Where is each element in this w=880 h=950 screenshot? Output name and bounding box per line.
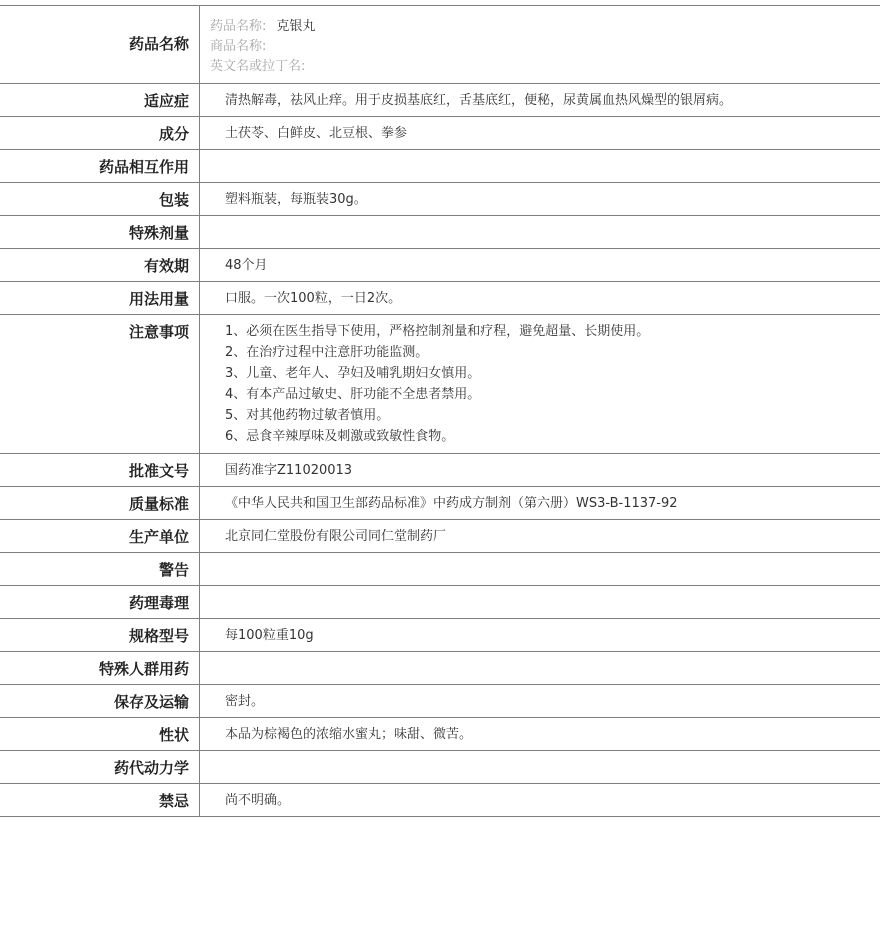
storage-value: 密封。: [225, 694, 265, 709]
precaution-item: 5、对其他药物过敏者慎用。: [225, 408, 390, 423]
usage-row: [0, 282, 880, 315]
toxicology-row: [0, 586, 880, 619]
precautions-list: [200, 315, 880, 453]
approval-row: [0, 454, 880, 487]
drug-spec-table: [0, 5, 880, 817]
storage-row: [0, 685, 880, 718]
precautions-row: [0, 315, 880, 454]
special-dosage-label: 特殊剂量: [0, 216, 200, 248]
manufacturer-row: [0, 520, 880, 553]
special-population-row: [0, 652, 880, 685]
trade-name-key: 商品名称:: [210, 39, 267, 54]
warning-value: [200, 553, 880, 585]
indications-value: 清热解毒，祛风止痒。用于皮损基底红，舌基底红，便秘，尿黄属血热风燥型的银屑病。: [225, 93, 733, 108]
ingredients-value: 土茯苓、白鲜皮、北豆根、拳参: [225, 126, 408, 141]
approval-value: 国药准字Z11020013: [225, 463, 353, 478]
indications-label: 适应症: [0, 84, 200, 116]
precaution-item: 3、儿童、老年人、孕妇及哺乳期妇女慎用。: [225, 366, 481, 381]
drug-name-label: 药品名称: [0, 6, 200, 83]
generic-name-line: [210, 17, 870, 37]
storage-label: 保存及运输: [0, 685, 200, 717]
special-population-label: 特殊人群用药: [0, 652, 200, 684]
precaution-item: 4、有本产品过敏史、肝功能不全患者禁用。: [225, 387, 481, 402]
generic-name-value: 克银丸: [276, 19, 316, 34]
warning-row: [0, 553, 880, 586]
toxicology-value: [200, 586, 880, 618]
generic-name-key: 药品名称:: [210, 19, 267, 34]
contraindications-row: [0, 784, 880, 817]
shelf-life-label: 有效期: [0, 249, 200, 281]
quality-standard-value: 《中华人民共和国卫生部药品标准》中药成方制剂（第六册）WS3-B-1137-92: [225, 496, 678, 511]
pharmacokinetics-row: [0, 751, 880, 784]
package-value: 塑料瓶装，每瓶装30g。: [225, 192, 367, 207]
specification-label: 规格型号: [0, 619, 200, 651]
quality-standard-row: [0, 487, 880, 520]
indications-row: [0, 84, 880, 117]
special-dosage-value: [200, 216, 880, 248]
package-row: [0, 183, 880, 216]
specification-value: 每100粒重10g: [225, 628, 314, 643]
package-label: 包装: [0, 183, 200, 215]
appearance-label: 性状: [0, 718, 200, 750]
precautions-label: 注意事项: [0, 315, 200, 453]
manufacturer-label: 生产单位: [0, 520, 200, 552]
usage-value: 口服。一次100粒，一日2次。: [225, 291, 402, 306]
english-name-line: [210, 57, 870, 77]
specification-row: [0, 619, 880, 652]
drug-name-values: [200, 6, 880, 83]
pharmacokinetics-value: [200, 751, 880, 783]
english-name-key: 英文名或拉丁名:: [210, 59, 306, 74]
toxicology-label: 药理毒理: [0, 586, 200, 618]
interactions-row: [0, 150, 880, 183]
warning-label: 警告: [0, 553, 200, 585]
manufacturer-value: 北京同仁堂股份有限公司同仁堂制药厂: [225, 529, 447, 544]
ingredients-row: [0, 117, 880, 150]
special-population-value: [200, 652, 880, 684]
approval-label: 批准文号: [0, 454, 200, 486]
quality-standard-label: 质量标准: [0, 487, 200, 519]
shelf-life-value: 48个月: [225, 258, 268, 273]
precaution-item: 6、忌食辛辣厚味及刺激或致敏性食物。: [225, 429, 455, 444]
appearance-value: 本品为棕褐色的浓缩水蜜丸；味甜、微苦。: [225, 727, 473, 742]
ingredients-label: 成分: [0, 117, 200, 149]
interactions-value: [200, 150, 880, 182]
contraindications-value: 尚不明确。: [225, 793, 291, 808]
appearance-row: [0, 718, 880, 751]
contraindications-label: 禁忌: [0, 784, 200, 816]
drug-name-row: [0, 6, 880, 84]
precaution-item: 2、在治疗过程中注意肝功能监测。: [225, 345, 429, 360]
interactions-label: 药品相互作用: [0, 150, 200, 182]
usage-label: 用法用量: [0, 282, 200, 314]
shelf-life-row: [0, 249, 880, 282]
pharmacokinetics-label: 药代动力学: [0, 751, 200, 783]
special-dosage-row: [0, 216, 880, 249]
trade-name-line: [210, 37, 870, 57]
precaution-item: 1、必须在医生指导下使用，严格控制剂量和疗程，避免超量、长期使用。: [225, 324, 650, 339]
